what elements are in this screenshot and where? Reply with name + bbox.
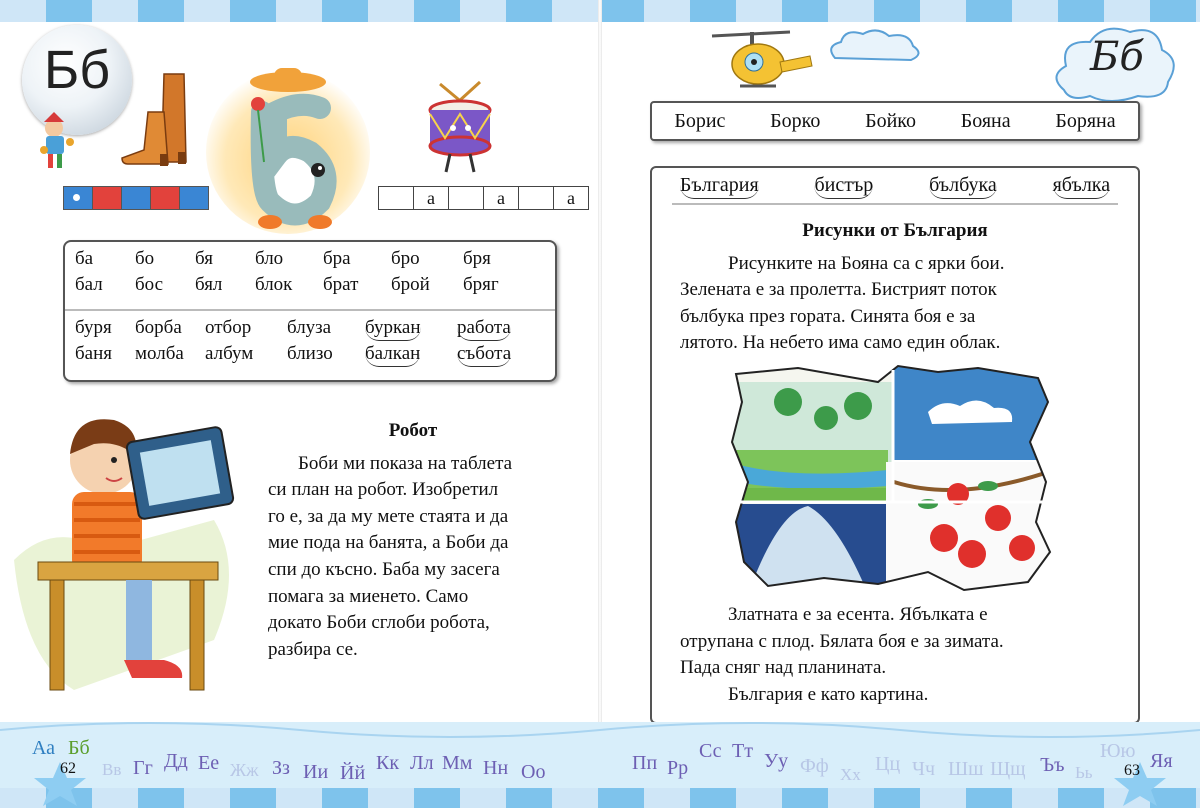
head-word: ябълка: [1053, 174, 1111, 199]
head-word: България: [680, 174, 759, 199]
alphabet-letter: Дд: [164, 750, 188, 772]
scheme-cell: [378, 186, 414, 210]
scheme-cell: [63, 186, 93, 210]
name: Бойко: [865, 109, 916, 132]
syllable: бя: [195, 248, 213, 269]
alphabet-letter: Щщ: [990, 758, 1026, 780]
syllable: бро: [391, 248, 420, 269]
alphabet-letter: Тт: [732, 740, 753, 762]
syllable: ба: [75, 248, 94, 269]
word-with-arc: работа: [457, 317, 511, 341]
word-with-arc: събота: [457, 343, 511, 367]
boy-with-tablet-illustration: [14, 400, 254, 700]
story-line: Пада сняг над планината.: [680, 657, 887, 679]
story-line: Рисунките на Бояна са с ярки бои.: [728, 252, 1005, 274]
story-line: лятото. На небето има само един облак.: [680, 332, 1001, 354]
alphabet-letter: Яя: [1150, 750, 1173, 772]
alphabet-letter: Цц: [875, 753, 901, 775]
cloud-illustration: [825, 26, 925, 66]
robot-story: [268, 418, 558, 663]
word-with-arc: балкан: [365, 343, 420, 367]
head-divider: [672, 203, 1118, 205]
story-line: си план на робот. Изобретил: [268, 479, 499, 501]
word: албум: [205, 343, 254, 364]
syllable: бал: [75, 274, 103, 295]
alphabet-letter: Оо: [521, 761, 546, 783]
story-paragraph-2: [680, 602, 1110, 708]
drum-illustration: [420, 78, 500, 178]
alphabet-letter: Уу: [764, 750, 789, 772]
word: борба: [135, 317, 182, 338]
book-spine: [598, 0, 602, 808]
alphabet-letter: Чч: [912, 758, 936, 780]
alphabet-letter: Хх: [840, 765, 861, 784]
helicopter-illustration: [710, 26, 820, 96]
word: отбор: [205, 317, 252, 338]
alphabet-letter: Жж: [230, 760, 259, 780]
word-row: [75, 343, 511, 367]
page-number-left: 62: [60, 760, 76, 777]
head-word: бълбука: [929, 174, 997, 199]
word: буря: [75, 317, 112, 338]
syllable-row: [75, 274, 523, 296]
story-line: Златната е за есента. Ябълката е: [728, 604, 988, 625]
story-paragraph-1: [680, 218, 1110, 357]
syllable: брат: [323, 274, 359, 295]
syllable: блок: [255, 274, 293, 295]
wave-decoration: [0, 716, 1200, 746]
alphabet-letter: Кк: [376, 752, 400, 774]
scheme-cell: [448, 186, 484, 210]
clown-illustration: [30, 112, 85, 172]
alphabet-letter: Зз: [272, 757, 290, 779]
alphabet-letter: Шш: [948, 758, 984, 780]
alphabet-letter: Рр: [667, 757, 689, 779]
head-word: бистър: [814, 174, 873, 199]
story-title: Рисунки от България: [802, 220, 988, 241]
head-words: [652, 174, 1138, 199]
word: молба: [135, 343, 184, 364]
syllable: бряг: [463, 274, 499, 295]
sound-scheme-right: [378, 186, 588, 210]
syllable: бра: [323, 248, 351, 269]
alphabet-letter: Ьь: [1075, 763, 1093, 782]
word: близо: [287, 343, 333, 364]
name: Борис: [674, 109, 726, 132]
alphabet-letter: Гг: [133, 757, 153, 779]
letter-badge-text: Бб: [43, 40, 111, 100]
alphabet-letter: Юю: [1100, 740, 1136, 762]
names-box: [650, 101, 1140, 141]
scheme-cell: а: [413, 186, 449, 210]
word-row: [75, 317, 511, 341]
story-line: Боби ми показа на таблета: [298, 452, 513, 474]
story-line: докато Боби сглоби робота,: [268, 612, 490, 634]
alphabet-letter: Пп: [632, 752, 658, 774]
story-line: Зелената е за пролетта. Бистрият поток: [680, 279, 997, 301]
syllable-word-table: [63, 240, 557, 382]
alphabet-letter: Йй: [340, 762, 366, 784]
alphabet-current-letter: Бб: [68, 737, 90, 759]
syllable: брой: [391, 274, 430, 295]
syllable: бял: [195, 274, 223, 295]
alphabet-letter: Фф: [800, 755, 829, 777]
scheme-cell: а: [553, 186, 589, 210]
name: Борко: [770, 109, 821, 132]
syllable: бря: [463, 248, 491, 269]
story-line: мие пода на банята, а Боби да: [268, 532, 509, 554]
name: Бояна: [960, 109, 1011, 132]
word-with-arc: буркан: [365, 317, 421, 341]
alphabet-letter: Ъъ: [1040, 754, 1065, 776]
name: Боряна: [1055, 109, 1116, 132]
word: блуза: [287, 317, 332, 338]
scheme-cell: [150, 186, 180, 210]
alphabet-letter: Вв: [102, 760, 122, 779]
boots-illustration: [120, 72, 200, 172]
story-line: бълбука през гората. Синята боя е за: [680, 305, 976, 327]
scheme-cell: [518, 186, 554, 210]
syllable-row: [75, 248, 523, 270]
bottom-decorative-stripe: [0, 788, 1200, 808]
story-line: го е, за да му мете стаята и да: [268, 505, 509, 527]
alphabet-letter: Сс: [699, 740, 722, 762]
word: баня: [75, 343, 113, 364]
story-line: спи до късно. Баба му засега: [268, 558, 500, 580]
alphabet-letter: Лл: [410, 752, 434, 774]
scheme-cell: а: [483, 186, 519, 210]
alphabet-done-letter: Аа: [32, 737, 56, 759]
scheme-cell: [121, 186, 151, 210]
letter-b-character-illustration: [200, 52, 370, 242]
scheme-cell: [92, 186, 122, 210]
alphabet-letter: Ии: [303, 761, 329, 783]
table-divider: [65, 309, 555, 311]
alphabet-letter: Нн: [483, 757, 509, 779]
bulgaria-map-painting: [728, 362, 1058, 594]
story-line: отрупана с плод. Бялата боя е за зимата.: [680, 630, 1004, 652]
alphabet-letter: Ее: [198, 752, 220, 774]
syllable: бос: [135, 274, 164, 295]
cursive-letter: Бб: [1090, 34, 1144, 80]
story-title: Робот: [388, 420, 438, 441]
sound-scheme-left: [63, 186, 208, 210]
story-line: България е като картина.: [728, 683, 929, 705]
syllable: бло: [255, 248, 284, 269]
story-line: помага за миенето. Само: [268, 585, 469, 607]
page-number-right: 63: [1124, 762, 1140, 779]
story-line: разбира се.: [268, 638, 358, 660]
syllable: бо: [135, 248, 155, 269]
alphabet-letter: Мм: [442, 752, 473, 774]
